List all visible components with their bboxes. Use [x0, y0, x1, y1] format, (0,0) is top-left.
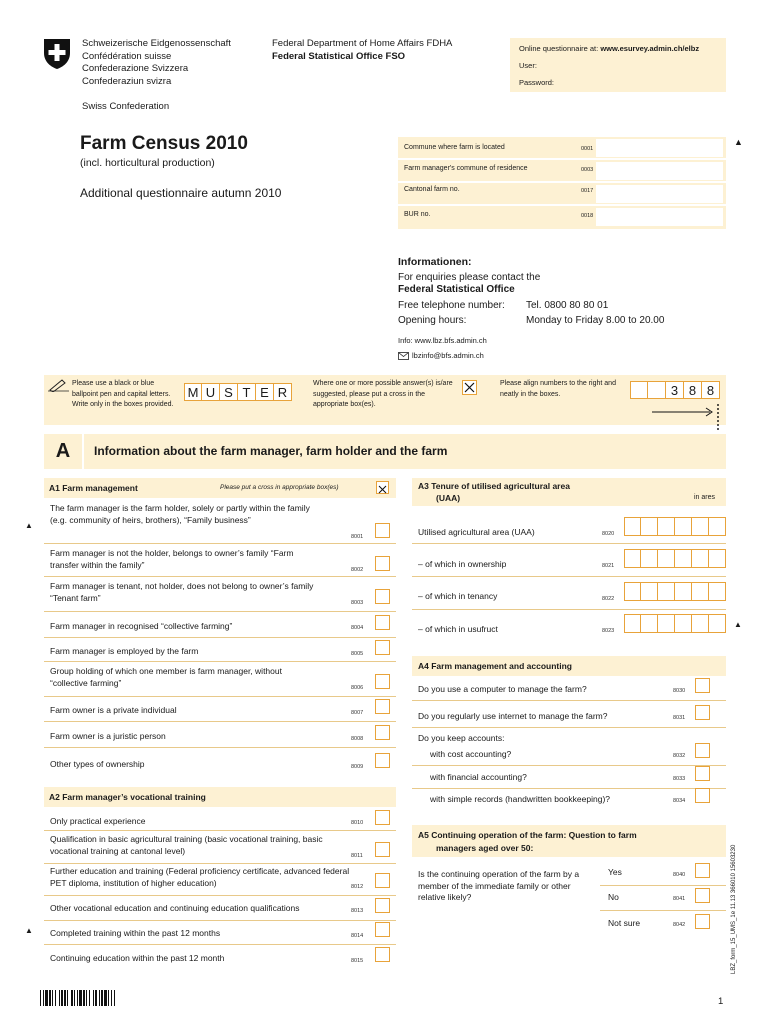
bur-number-input[interactable]	[596, 208, 723, 226]
cost-accounting-checkbox[interactable]	[695, 743, 710, 758]
divider	[44, 637, 396, 638]
confed-de: Schweizerische Eidgenossenschaft	[82, 38, 231, 49]
uaa-usufruct-input[interactable]	[624, 614, 726, 633]
password-label: Password:	[519, 78, 555, 87]
divider	[412, 576, 726, 577]
a2-item-text: Only practical experience	[50, 816, 146, 826]
a3-unit: in ares	[694, 494, 716, 501]
a2-item-code: 8014	[351, 933, 364, 939]
a1-item-code: 8008	[351, 736, 364, 742]
confed-it: Confederazione Svizzera	[82, 63, 189, 74]
continuing-education-checkbox[interactable]	[375, 947, 390, 962]
a5-question: Is the continuing operation of the farm by a member of the immediate family or other relative likely?	[418, 869, 580, 902]
online-url[interactable]: www.esurvey.admin.ch/elbz	[600, 44, 700, 53]
sample-digit-empty	[648, 381, 666, 399]
confed-fr: Confédération suisse	[82, 50, 172, 62]
sample-digit: 3	[666, 381, 684, 399]
farm-transfer-checkbox[interactable]	[375, 556, 390, 571]
continuation-no-checkbox[interactable]	[695, 888, 710, 903]
divider	[44, 747, 396, 748]
a1-item-text: Group holding of which one member is farm manager, without “collective farming”	[50, 666, 282, 688]
juristic-owner-checkbox[interactable]	[375, 725, 390, 740]
mail-icon	[398, 352, 409, 360]
divider	[44, 895, 396, 896]
sample-letter: U	[202, 383, 220, 401]
divider	[412, 700, 726, 701]
a2-item-text: Completed training within the past 12 months	[50, 928, 221, 938]
hours-label: Opening hours:	[398, 315, 467, 326]
divider	[600, 910, 726, 911]
confed-rm: Confederaziun svizra	[82, 75, 172, 87]
id-fields-box	[398, 137, 726, 229]
divider	[44, 576, 396, 577]
accounts-option: with simple records (handwritten bookkeeping)?	[430, 794, 611, 804]
a3-item-text: Utilised agricultural area (UAA)	[418, 527, 535, 537]
sample-letter: S	[220, 383, 238, 401]
a2-item-text: Qualification in basic agricultural training (basic vocational training, basic vocational training at cantonal level)	[50, 834, 323, 856]
continuation-not-sure-checkbox[interactable]	[695, 914, 710, 929]
basic-training-checkbox[interactable]	[375, 842, 390, 857]
sample-letter: E	[256, 383, 274, 401]
a5-option-label: No	[608, 892, 619, 902]
a1-item-text: Farm manager is tenant, not holder, does not belong to owner’s family “Tenant farm”	[50, 581, 314, 603]
divider	[44, 696, 396, 697]
commune-input[interactable]	[596, 139, 723, 157]
section-title: Information about the farm manager, farm holder and the farm	[94, 444, 448, 458]
sample-digit-empty	[630, 381, 648, 399]
a1-item-code: 8006	[351, 685, 364, 691]
divider	[44, 661, 396, 662]
a1-item-text: Farm manager is employed by the farm	[50, 646, 199, 656]
computer-question: Do you use a computer to manage the farm?	[418, 684, 587, 694]
divider	[412, 727, 726, 728]
cantonal-farm-input[interactable]	[596, 185, 723, 203]
sample-cross-icon	[462, 380, 477, 395]
sample-digit: 8	[702, 381, 720, 399]
department-name: Federal Department of Home Affairs FDHA	[272, 38, 453, 49]
a1-item-code: 8005	[351, 651, 364, 657]
tenant-farm-checkbox[interactable]	[375, 589, 390, 604]
user-label: User:	[519, 61, 537, 70]
divider	[44, 543, 396, 544]
a1-title: A1 Farm management	[49, 483, 138, 493]
sample-letter: R	[274, 383, 292, 401]
sample-letter: M	[184, 383, 202, 401]
right-align-arrow-icon	[650, 404, 722, 430]
id-field-code: 0003	[581, 167, 594, 173]
info-web[interactable]: Info: www.lbz.bfs.admin.ch	[398, 336, 487, 345]
a2-item-text: Other vocational education and continuing education qualifications	[50, 903, 300, 913]
orientation-marker-icon: ▲	[25, 926, 33, 935]
a3-title: A3 Tenure of utilised agricultural area	[418, 481, 570, 491]
other-qualifications-checkbox[interactable]	[375, 898, 390, 913]
page-number: 1	[718, 996, 724, 1007]
a4-title: A4 Farm management and accounting	[418, 661, 572, 671]
financial-accounting-checkbox[interactable]	[695, 766, 710, 781]
barcode	[40, 990, 175, 1006]
private-owner-checkbox[interactable]	[375, 699, 390, 714]
further-education-checkbox[interactable]	[375, 873, 390, 888]
employed-manager-checkbox[interactable]	[375, 640, 390, 655]
a1-item-code: 8003	[351, 600, 364, 606]
online-questionnaire-box	[510, 38, 726, 92]
accounts-option: with financial accounting?	[430, 772, 527, 782]
sample-letter: T	[238, 383, 256, 401]
questionnaire-name: Additional questionnaire autumn 2010	[80, 186, 282, 200]
a2-item-text: Continuing education within the past 12 month	[50, 953, 225, 963]
a4-code: 8032	[673, 753, 686, 759]
divider	[44, 920, 396, 921]
orientation-marker-icon: ▲	[25, 521, 33, 530]
a3-item-code: 8021	[602, 563, 615, 569]
a5-header	[412, 825, 726, 857]
form-reference	[731, 844, 741, 984]
page-subtitle: (incl. horticultural production)	[80, 157, 215, 169]
divider	[412, 788, 726, 789]
a4-code: 8034	[673, 798, 686, 804]
confederation-names	[82, 38, 231, 88]
a1-item-text: Farm manager in recognised “collective farming”	[50, 621, 233, 631]
a1-item-code: 8001	[351, 534, 364, 540]
a3-item-code: 8020	[602, 531, 615, 537]
a3-item-code: 8023	[602, 628, 615, 634]
a1-item-text: Other types of ownership	[50, 759, 145, 769]
a1-item-text: Farm owner is a juristic person	[50, 731, 166, 741]
a5-option-label: Not sure	[608, 918, 641, 928]
a4-code: 8030	[673, 688, 686, 694]
a1-item-text: Farm manager is not the holder, belongs to owner’s family “Farm transfer within the family”	[50, 548, 294, 570]
id-field-code: 0001	[581, 146, 594, 152]
accounts-question: Do you keep accounts:	[418, 733, 505, 743]
a2-item-text: Further education and training (Federal proficiency certificate, advanced federal PET diploma, institution of higher education)	[50, 866, 350, 888]
a1-hint-cross-icon	[376, 481, 389, 494]
other-ownership-checkbox[interactable]	[375, 753, 390, 768]
divider	[412, 765, 726, 766]
a5-title-cont: managers aged over 50:	[436, 843, 534, 853]
accounts-option: with cost accounting?	[430, 749, 512, 759]
continuation-yes-checkbox[interactable]	[695, 863, 710, 878]
internet-checkbox[interactable]	[695, 705, 710, 720]
a2-item-code: 8011	[351, 853, 363, 859]
hours-value: Monday to Friday 8.00 to 20.00	[526, 315, 665, 326]
a5-option-label: Yes	[608, 867, 622, 877]
collective-farming-checkbox[interactable]	[375, 615, 390, 630]
orientation-marker-icon: ▲	[734, 137, 743, 147]
pen-icon	[48, 378, 70, 392]
swiss-coat-of-arms-icon	[43, 38, 71, 70]
numbers-instruction: Please align numbers to the right and neatly in the boxes.	[500, 380, 616, 398]
cross-instruction: Where one or more possible answer(s) is/are suggested, please put a cross in the appropriate box(es).	[313, 380, 453, 408]
id-field-label: Commune where farm is located	[404, 144, 505, 151]
info-block	[398, 256, 728, 360]
a1-header	[44, 478, 396, 498]
completed-training-checkbox[interactable]	[375, 922, 390, 937]
info-email[interactable]: lbzinfo@bfs.admin.ch	[412, 351, 484, 360]
a2-title: A2 Farm manager’s vocational training	[49, 792, 206, 802]
uaa-ownership-input[interactable]	[624, 549, 726, 568]
a1-item-code: 8004	[351, 625, 364, 631]
a4-header	[412, 656, 726, 676]
a1-item-text: The farm manager is the farm holder, solely or partly within the family (e.g. community of heirs, brothers), “Family business”	[50, 503, 310, 525]
a3-header	[412, 478, 726, 506]
a2-item-code: 8010	[351, 820, 364, 826]
a3-item-code: 8022	[602, 596, 615, 602]
form-reference-text: LBZ_form_15_UMS_1e 11.13 366010 15603230	[731, 844, 737, 974]
uaa-tenancy-input[interactable]	[624, 582, 726, 601]
info-enquiries: For enquiries please contact the	[398, 272, 541, 283]
sample-letters	[184, 383, 292, 401]
pen-instruction: Please use a black or blue ballpoint pen and capital letters. Write only in the boxes provided.	[72, 380, 174, 408]
tel-label: Free telephone number:	[398, 300, 505, 311]
a3-item-text: – of which in ownership	[418, 559, 507, 569]
a1-item-code: 8009	[351, 764, 364, 770]
group-holding-checkbox[interactable]	[375, 674, 390, 689]
internet-question: Do you regularly use internet to manage the farm?	[418, 711, 608, 721]
a5-code: 8042	[673, 922, 686, 928]
tel-value: Tel. 0800 80 80 01	[526, 300, 609, 311]
divider	[44, 863, 396, 864]
id-field-code: 0017	[581, 188, 594, 194]
a1-item-code: 8007	[351, 710, 364, 716]
a2-item-code: 8013	[351, 908, 364, 914]
practical-experience-checkbox[interactable]	[375, 810, 390, 825]
a2-item-code: 8015	[351, 958, 364, 964]
office-name: Federal Statistical Office FSO	[272, 51, 406, 62]
a1-item-code: 8002	[351, 567, 364, 573]
divider	[600, 885, 726, 886]
swiss-confederation: Swiss Confederation	[82, 101, 170, 112]
a2-item-code: 8012	[351, 884, 364, 890]
a5-code: 8041	[673, 896, 686, 902]
id-field-label: Farm manager's commune of residence	[404, 165, 528, 172]
orientation-marker-icon: ▲	[734, 620, 742, 629]
divider	[44, 944, 396, 945]
residence-commune-input[interactable]	[596, 162, 723, 180]
a2-header	[44, 787, 396, 807]
a4-code: 8031	[673, 715, 686, 721]
sample-digits	[630, 381, 720, 399]
divider	[44, 830, 396, 831]
a4-code: 8033	[673, 776, 686, 782]
a1-hint: Please put a cross in appropriate box(es)	[220, 484, 339, 491]
online-label: Online questionnaire at:	[519, 44, 599, 53]
page-title: Farm Census 2010	[80, 133, 248, 154]
divider	[44, 611, 396, 612]
id-field-code: 0018	[581, 213, 594, 219]
computer-checkbox[interactable]	[695, 678, 710, 693]
a5-title: A5 Continuing operation of the farm: Question to farm	[418, 830, 637, 840]
uaa-total-input[interactable]	[624, 517, 726, 536]
family-business-checkbox[interactable]	[375, 523, 390, 538]
info-fso: Federal Statistical Office	[398, 284, 515, 295]
a1-item-text: Farm owner is a private individual	[50, 705, 177, 715]
a3-item-text: – of which in usufruct	[418, 624, 498, 634]
a3-title-cont: (UAA)	[436, 493, 461, 503]
a3-item-text: – of which in tenancy	[418, 591, 498, 601]
divider	[412, 543, 726, 544]
divider	[44, 721, 396, 722]
section-letter: A	[44, 434, 84, 469]
simple-records-checkbox[interactable]	[695, 788, 710, 803]
info-heading: Informationen:	[398, 256, 472, 268]
divider	[412, 609, 726, 610]
sample-digit: 8	[684, 381, 702, 399]
a5-code: 8040	[673, 872, 686, 878]
id-field-label: Cantonal farm no.	[404, 186, 460, 193]
id-field-label: BUR no.	[404, 211, 431, 218]
